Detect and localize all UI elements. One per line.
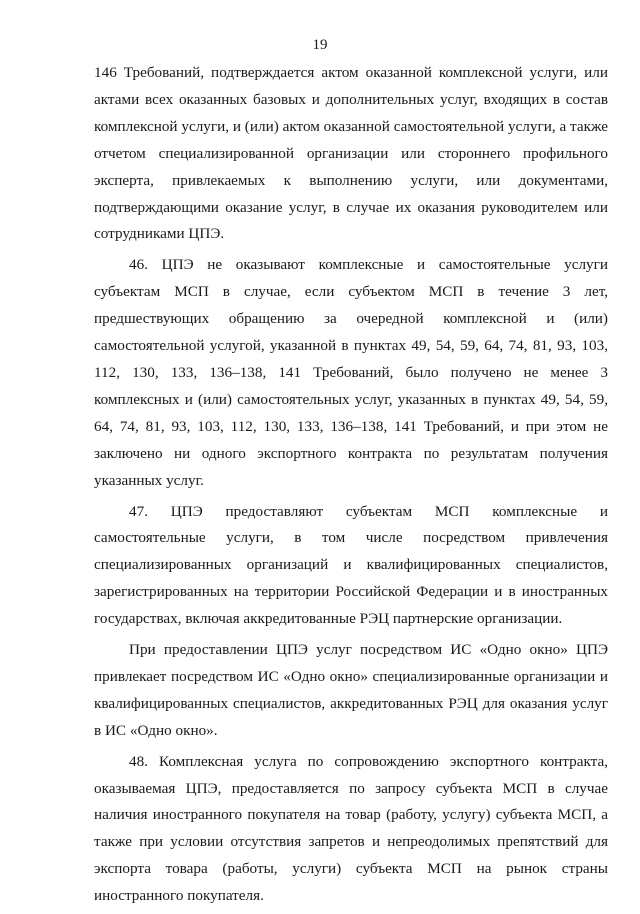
paragraph-item-48: 48. Комплексная услуга по сопровождению экспортного контракта, оказываемая ЦПЭ, предоставляется по запросу субъекта МСП в случае наличия иностранного покупателя на товар (работу, услугу) субъекта МСП, а также при условии отсутствия запретов и непреодолимых препятствий для экспорта товара (работы, услуги) субъекта МСП на рынок страны иностранного покупателя.	[94, 752, 608, 905]
paragraph-item-47: 47. ЦПЭ предоставляют субъектам МСП комплексные и самостоятельные услуги, в том числе посредством привлечения специализированных организаций и квалифицированных специалистов, зарегистрированных на территории Российской Федерации и в иностранных государствах, включая аккредитованные РЭЦ партнерские организации.	[94, 502, 608, 628]
document-body	[94, 60, 608, 914]
page-number: 19	[312, 37, 328, 53]
paragraph-continuation-146: 146 Требований, подтверждается актом оказанной комплексной услуги, или актами всех оказанных базовых и дополнительных услуг, входящих в состав комплексной услуги, и (или) актом оказанной самостоятельной услуги, а также отчетом специализированной организации или стороннего профильного эксперта, привлекаемых к выполнению услуги, или документами, подтверждающими оказание услуг, в случае их оказания руководителем или сотрудниками ЦПЭ.	[94, 64, 608, 243]
paragraph-item-46: 46. ЦПЭ не оказывают комплексные и самостоятельные услуги субъектам МСП в случае, если субъектом МСП в течение 3 лет, предшествующих обращению за очередной комплексной и (или) самостоятельной услугой, указанной в пунктах 49, 54, 59, 64, 74, 81, 93, 103, 112, 130, 133, 136–138, 141 Требований, было получено не менее 3 комплексных и (или) самостоятельных услуг, указанных в пунктах 49, 54, 59, 64, 74, 81, 93, 103, 112, 130, 133, 136–138, 141 Требований, и при этом не заключено ни одного экспортного контракта по результатам получения указанных услуг.	[94, 256, 608, 489]
paragraph-one-window: При предоставлении ЦПЭ услуг посредством ИС «Одно окно» ЦПЭ привлекает посредством ИС «Одно окно» специализированные организации и квалифицированных специалистов, аккредитованных РЭЦ для оказания услуг в ИС «Одно окно».	[94, 641, 608, 739]
